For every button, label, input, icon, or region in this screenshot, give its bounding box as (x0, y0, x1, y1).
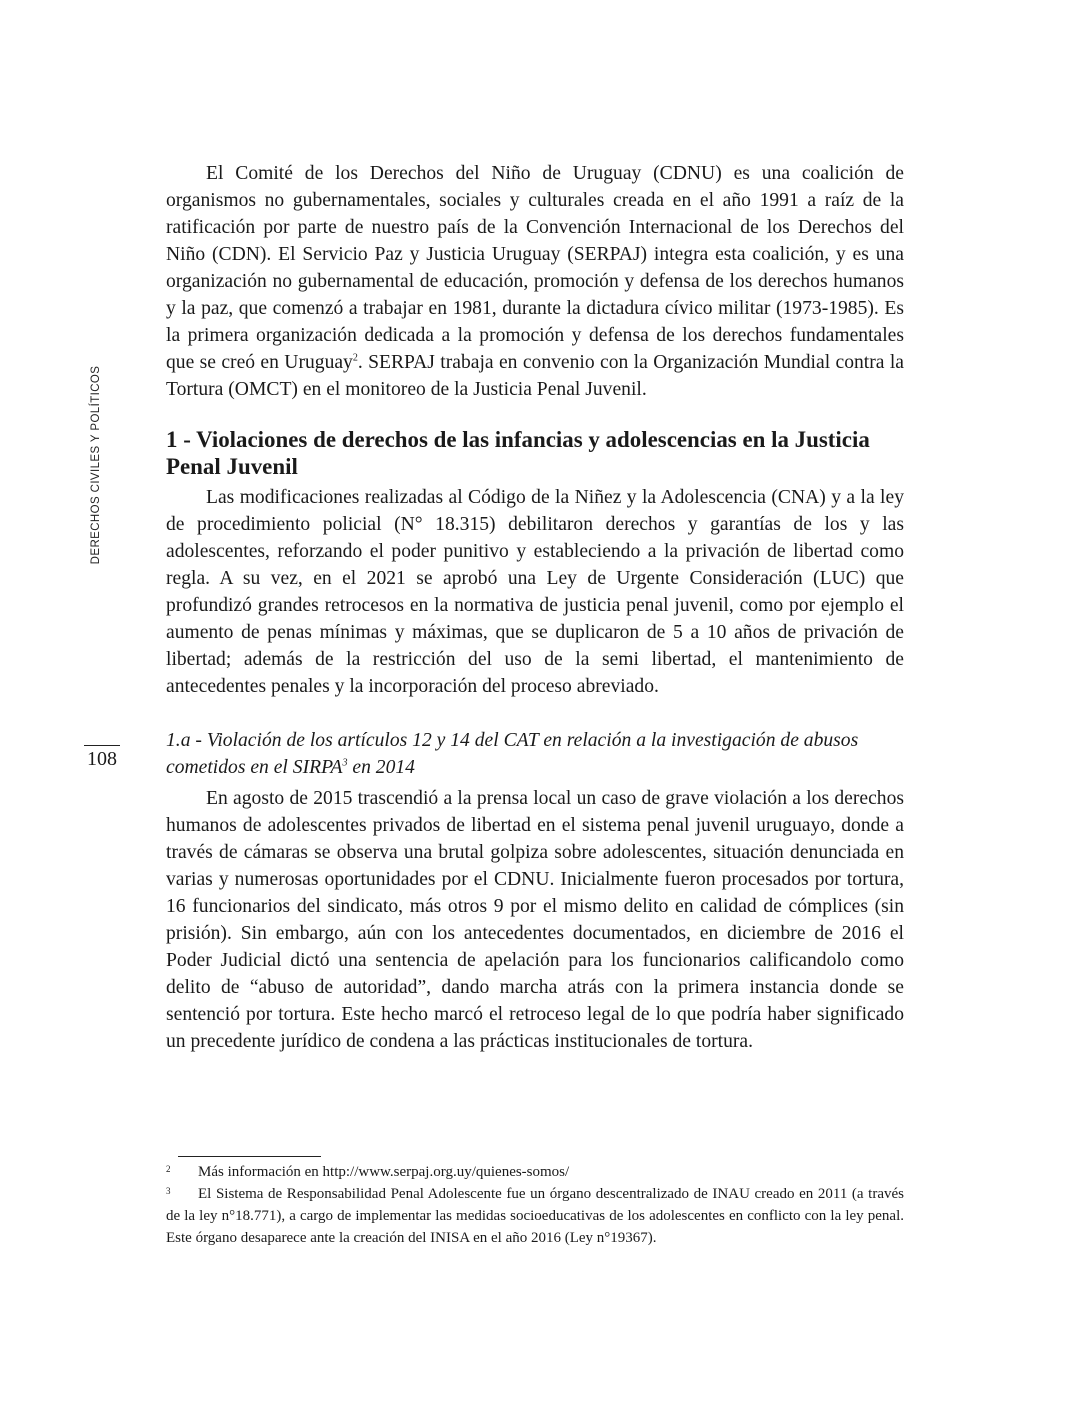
section-1a-heading (166, 727, 904, 781)
footnote-3 (166, 1183, 904, 1249)
section-1a-paragraph: En agosto de 2015 trascendió a la prensa local un caso de grave violación a los derechos humanos de adolescentes privados de libertad en el sistema penal juvenil uruguayo, donde a través de cámaras se observa una brutal golpiza sobre adolescentes, situación denunciada en varias y numerosas oportunidades por el CDNU. Inicialmente fueron procesados por tortura, 16 funcionarios del sindicato, más otros 9 por el mismo delito en calidad de cómplices (sin prisión). Sin embargo, aún con los antecedentes documentados, en diciembre de 2016 el Poder Judicial dictó una sentencia de apelación para los funcionarios calificandolo como delito de “abuso de autoridad”, dando marcha atrás con la primera instancia donde se sentenció por tortura. Este hecho marcó el retroceso legal de lo que podría haber significado un precedente jurídico de condena a las prácticas institucionales de tortura. (166, 788, 904, 1052)
intro-text-continued: . SERPAJ trabaja en convenio con la Organización Mundial contra la Tortura (OMCT) en el monitoreo de la Justicia Penal Juvenil. (166, 352, 904, 400)
footnote-ref-3[interactable]: 3 (342, 757, 348, 769)
footnote-divider (178, 1156, 321, 1157)
section-1-heading: 1 - Violaciones de derechos de las infancias y adolescencias en la Justicia Penal Juvenil (166, 427, 870, 479)
footnote-text: Más información en http://www.serpaj.org.uy/quienes-somos/ (198, 1164, 570, 1180)
intro-paragraph (166, 160, 904, 403)
body-text (166, 160, 904, 1055)
intro-text: El Comité de los Derechos del Niño de Uruguay (CDNU) es una coalición de organismos no gubernamentales, sociales y culturales creada en el año 1991 a raíz de la ratificación por parte de nuestro país de la Convención Internacional de los Derechos del Niño (CDN). El Servicio Paz y Justicia Uruguay (SERPAJ) integra esta coalición, y es una organización no gubernamental de educación, promoción y defensa de los derechos humanos y la paz, que comenzó a trabajar en 1981, durante la dictadura cívico militar (1973-1985). Es la primera organización dedicada a la promoción y defensa de los derechos fundamentales que se creó en Uruguay (166, 163, 904, 373)
running-side-label: DERECHOS CIVILES Y POLÍTICOS (90, 365, 102, 565)
page-number: 108 (84, 745, 120, 771)
section-1a-heading-year: en 2014 (347, 757, 415, 778)
footnote-text: El Sistema de Responsabilidad Penal Adolescente fue un órgano descentralizado de INAU creado en 2011 (a través de la ley n°18.771), a cargo de implementar las medidas socioeducativas de los adolescentes en conflicto con la ley penal. Este órgano desaparece ante la creación del INISA en el año 2016 (Ley n°19367). (166, 1186, 904, 1246)
section-1a-heading-text: 1.a - Violación de los artículos 12 y 14 del CAT en relación a la investigación de abusos cometidos en el SIRPA (166, 730, 859, 778)
footnote-number: 2 (166, 1164, 171, 1174)
footnote-number: 3 (166, 1186, 171, 1196)
footnote-2 (166, 1161, 904, 1183)
section-1-paragraph: Las modificaciones realizadas al Código de la Niñez y la Adolescencia (CNA) y a la ley de procedimiento policial (N° 18.315) debilitaron derechos y garantías de los y las adolescentes, reforzando el poder punitivo y estableciendo a la privación de libertad como regla. A su vez, en el 2021 se aprobó una Ley de Urgente Consideración (LUC) que profundizó grandes retrocesos en la normativa de justicia penal juvenil, como por ejemplo el aumento de penas mínimas y máximas, que se duplicaron de 5 a 10 años de privación de libertad; además de la restricción del uso de la semi libertad, el mantenimiento de antecedentes penales y la incorporación del proceso abreviado. (166, 487, 904, 697)
footnote-ref-2[interactable]: 2 (352, 352, 358, 364)
footnotes (166, 1161, 904, 1249)
